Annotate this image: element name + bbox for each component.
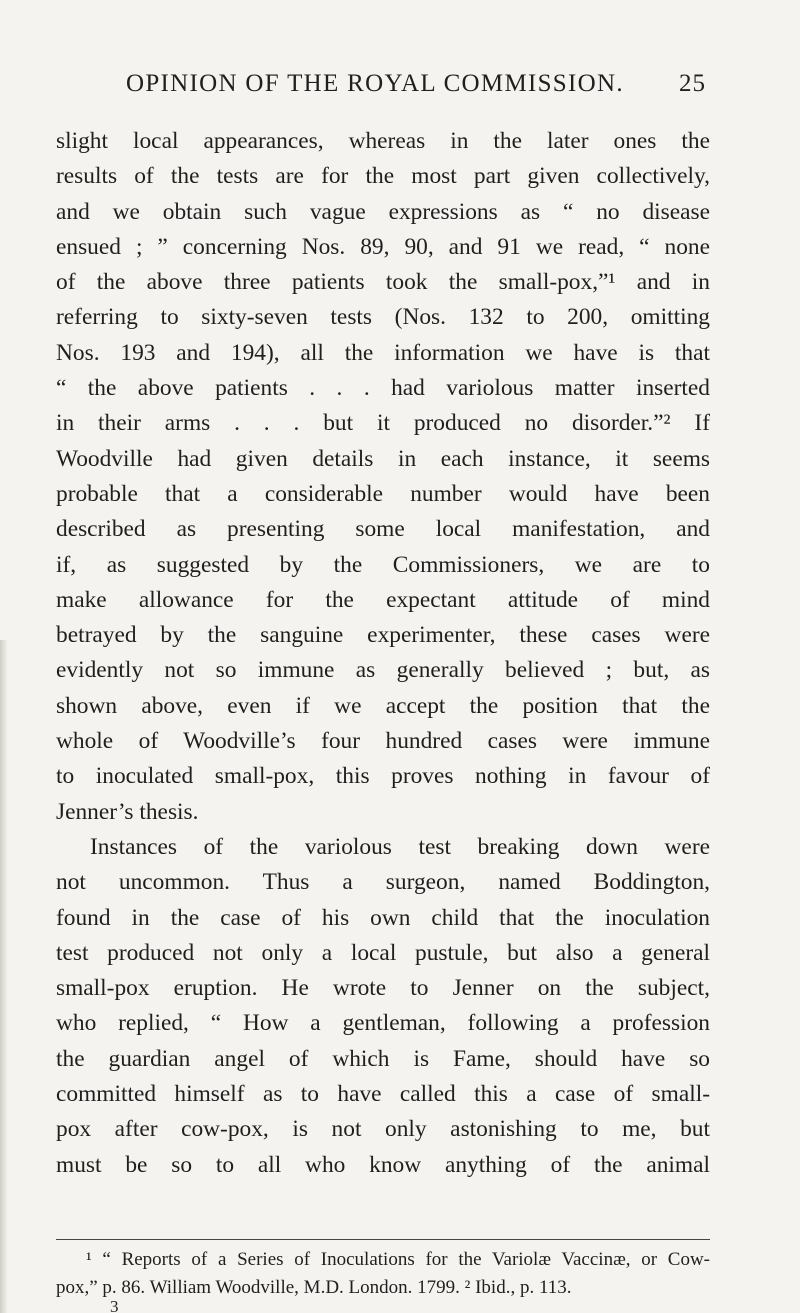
page-edge-shadow: [0, 640, 8, 1313]
text-line: if, as suggested by the Commissioners, we are to: [56, 551, 710, 578]
footnote-rule: [56, 1239, 710, 1240]
text-line: the guardian angel of which is Fame, should have so: [56, 1045, 710, 1072]
text-line: Nos. 193 and 194), all the information we have is that: [56, 339, 710, 366]
paragraph-start-line: Instances of the variolous test breaking down were: [90, 833, 710, 860]
text-line: in their arms . . . but it produced no disorder.”² If: [56, 410, 710, 437]
text-line: of the above three patients took the small-pox,”¹ and in: [56, 269, 710, 296]
footnote-line: ¹ “ Reports of a Series of Inoculations for the Variolæ Vaccinæ, or Cow-: [86, 1249, 710, 1270]
footnote-line: pox,” p. 86. William Woodville, M.D. London. 1799. ² Ibid., p. 113.: [56, 1277, 572, 1298]
text-line: small-pox eruption. He wrote to Jenner on the subject,: [56, 975, 710, 1002]
text-line: not uncommon. Thus a surgeon, named Boddington,: [56, 869, 710, 896]
signature-mark: 3: [110, 1300, 119, 1313]
text-line: ensued ; ” concerning Nos. 89, 90, and 91 we read, “ none: [56, 233, 710, 260]
text-line: found in the case of his own child that the inoculation: [56, 904, 710, 931]
text-line: whole of Woodville’s four hundred cases were immune: [56, 728, 710, 755]
text-line: and we obtain such vague expressions as “ no disease: [56, 198, 710, 225]
running-title: OPINION OF THE ROYAL COMMISSION.: [126, 70, 624, 97]
text-line: referring to sixty-seven tests (Nos. 132 to 200, omitting: [56, 304, 710, 331]
text-line: who replied, “ How a gentleman, following a profession: [56, 1010, 710, 1037]
text-line: committed himself as to have called this a case of small-: [56, 1081, 710, 1108]
text-line: slight local appearances, whereas in the later ones the: [56, 128, 710, 154]
page-number: 25: [679, 70, 706, 97]
text-line: betrayed by the sanguine experimenter, these cases were: [56, 622, 710, 649]
body-text: [56, 124, 710, 1183]
text-line: must be so to all who know anything of the animal: [56, 1151, 710, 1178]
text-line: test produced not only a local pustule, but also a general: [56, 939, 710, 966]
footnotes: [56, 1246, 710, 1302]
text-line: Woodville had given details in each instance, it seems: [56, 445, 710, 472]
text-line: shown above, even if we accept the position that the: [56, 692, 710, 719]
text-line: “ the above patients . . . had variolous matter inserted: [56, 375, 710, 402]
text-line: to inoculated small-pox, this proves nothing in favour of: [56, 763, 710, 790]
text-line: make allowance for the expectant attitude of mind: [56, 586, 710, 613]
running-head: [126, 62, 706, 102]
text-line: results of the tests are for the most part given collectively,: [56, 163, 710, 190]
text-line: Jenner’s thesis.: [56, 798, 199, 825]
text-line: described as presenting some local manifestation, and: [56, 516, 710, 543]
text-line: pox after cow-pox, is not only astonishing to me, but: [56, 1116, 710, 1143]
text-line: probable that a considerable number would have been: [56, 480, 710, 507]
text-line: evidently not so immune as generally believed ; but, as: [56, 657, 710, 684]
